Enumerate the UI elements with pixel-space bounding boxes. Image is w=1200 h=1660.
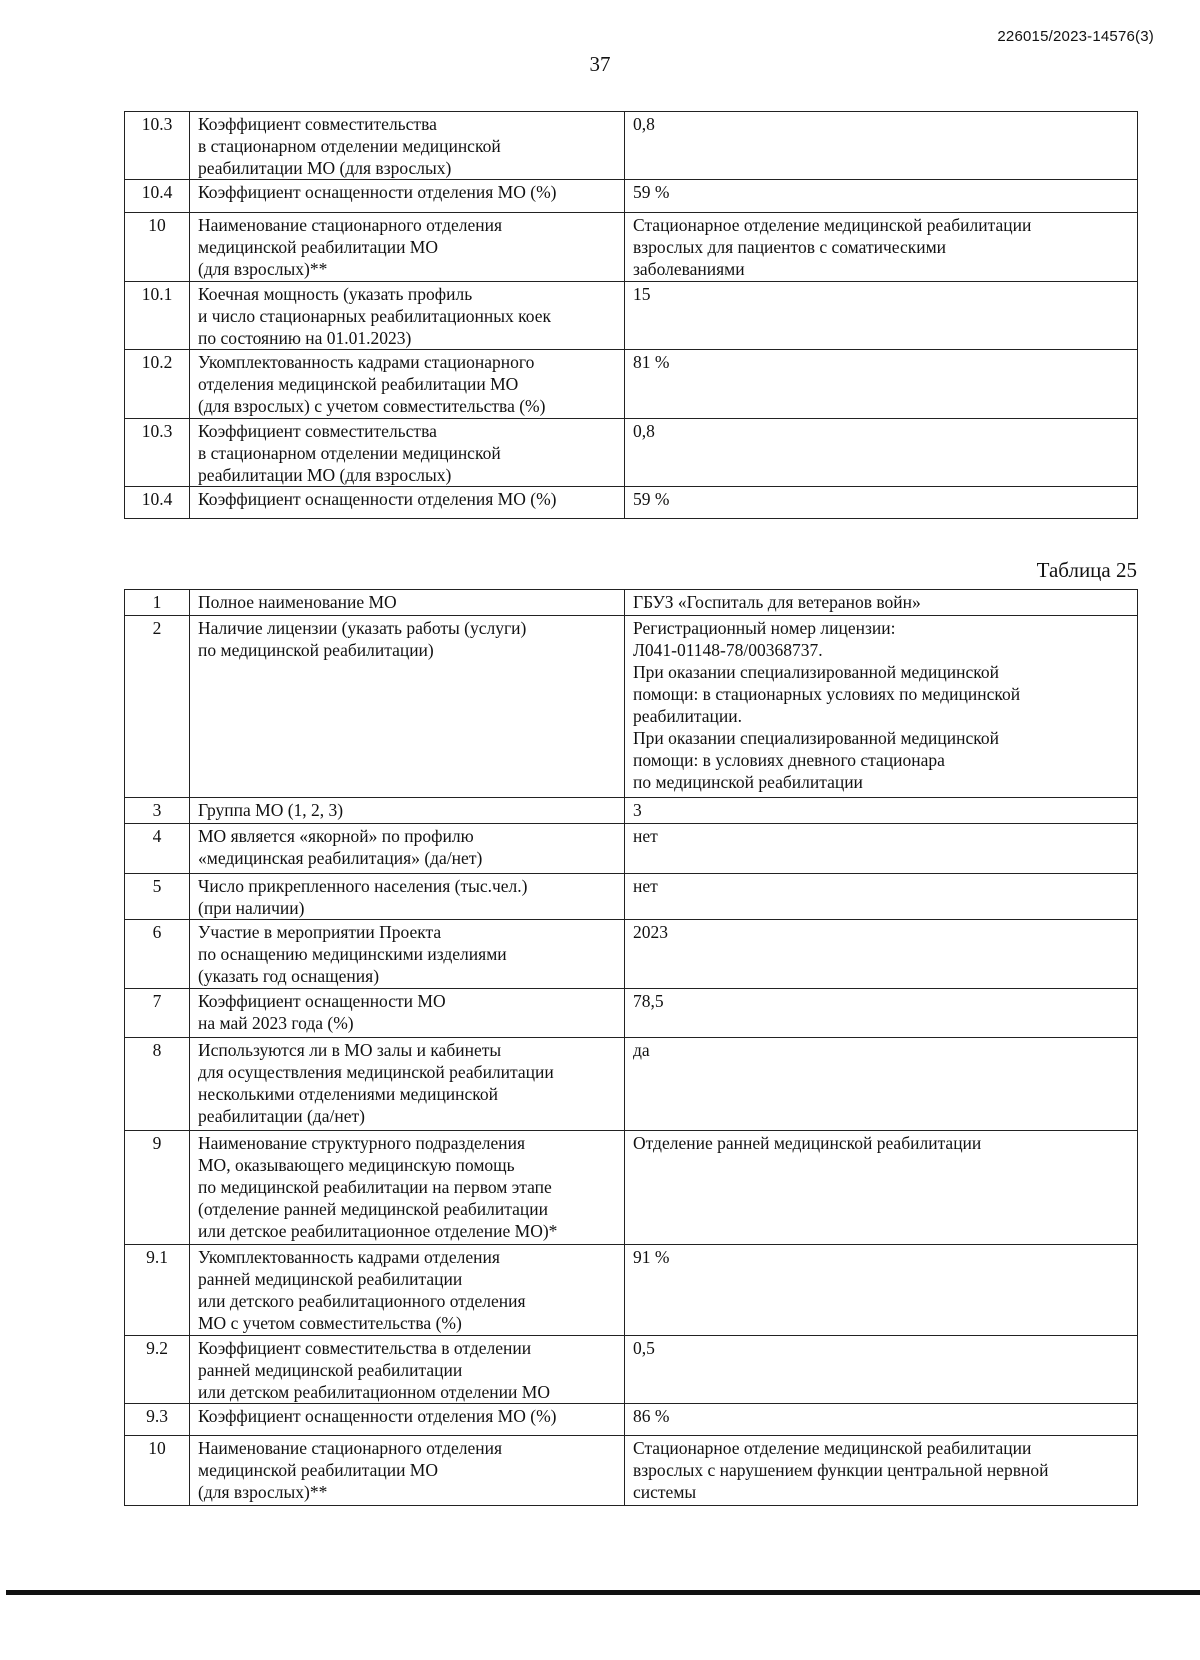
- row-number: 5: [125, 874, 190, 920]
- table-row: [125, 824, 1138, 874]
- table-row: [125, 1336, 1138, 1404]
- row-value: ГБУЗ «Госпиталь для ветеранов войн»: [625, 590, 1138, 616]
- table-row: [125, 798, 1138, 824]
- row-number: 10.4: [125, 487, 190, 519]
- row-value: 3: [625, 798, 1138, 824]
- table-row: [125, 590, 1138, 616]
- row-parameter: Коэффициент совместительства в стационарном отделении медицинской реабилитации МО (для взрослых): [190, 419, 625, 487]
- row-parameter: Участие в мероприятии Проекта по оснащению медицинскими изделиями (указать год оснащения): [190, 920, 625, 989]
- table-row: [125, 920, 1138, 989]
- row-value: 81 %: [625, 350, 1138, 419]
- row-parameter: Укомплектованность кадрами стационарного отделения медицинской реабилитации МО (для взрослых) с учетом совместительства (%): [190, 350, 625, 419]
- row-value: 15: [625, 282, 1138, 350]
- row-number: 6: [125, 920, 190, 989]
- row-parameter: Используются ли в МО залы и кабинеты для осуществления медицинской реабилитации несколькими отделениями медицинской реабилитации (да/нет): [190, 1038, 625, 1131]
- row-parameter: Коэффициент совместительства в стационарном отделении медицинской реабилитации МО (для взрослых): [190, 112, 625, 180]
- row-parameter: Группа МО (1, 2, 3): [190, 798, 625, 824]
- page-number: 37: [589, 52, 611, 76]
- row-parameter: Наименование структурного подразделения МО, оказывающего медицинскую помощь по медицинской реабилитации на первом этапе (отделение ранней медицинской реабилитации или детское реабилитационное отделение МО)*: [190, 1131, 625, 1245]
- scan-edge-line: [6, 1590, 1200, 1595]
- row-number: 10: [125, 1436, 190, 1506]
- table-row: [125, 180, 1138, 213]
- row-number: 10.4: [125, 180, 190, 213]
- row-value: нет: [625, 874, 1138, 920]
- row-number: 10.1: [125, 282, 190, 350]
- row-number: 1: [125, 590, 190, 616]
- table-row: [125, 616, 1138, 798]
- row-parameter: Укомплектованность кадрами отделения ранней медицинской реабилитации или детского реабилитационного отделения МО с учетом совместительства (%): [190, 1245, 625, 1336]
- table-25: [124, 589, 1138, 1506]
- table-row: [125, 989, 1138, 1038]
- row-number: 2: [125, 616, 190, 798]
- row-parameter: Коэффициент оснащенности МО на май 2023 года (%): [190, 989, 625, 1038]
- row-parameter: Полное наименование МО: [190, 590, 625, 616]
- row-number: 9.3: [125, 1404, 190, 1436]
- row-parameter: МО является «якорной» по профилю «медицинская реабилитация» (да/нет): [190, 824, 625, 874]
- table-row: [125, 874, 1138, 920]
- row-parameter: Коечная мощность (указать профиль и число стационарных реабилитационных коек по состоянию на 01.01.2023): [190, 282, 625, 350]
- table-row: [125, 213, 1138, 282]
- table-row: [125, 282, 1138, 350]
- table-row: [125, 1131, 1138, 1245]
- row-value: 91 %: [625, 1245, 1138, 1336]
- row-number: 7: [125, 989, 190, 1038]
- row-value: 0,8: [625, 419, 1138, 487]
- row-value: 0,8: [625, 112, 1138, 180]
- row-value: 59 %: [625, 180, 1138, 213]
- row-number: 3: [125, 798, 190, 824]
- table-row: [125, 1038, 1138, 1131]
- row-value: да: [625, 1038, 1138, 1131]
- row-parameter: Коэффициент оснащенности отделения МО (%): [190, 487, 625, 519]
- table-row: [125, 1245, 1138, 1336]
- row-number: 10.3: [125, 419, 190, 487]
- table-caption: Таблица 25: [1036, 558, 1137, 582]
- table-row: [125, 419, 1138, 487]
- row-parameter: Коэффициент оснащенности отделения МО (%): [190, 1404, 625, 1436]
- row-number: 9: [125, 1131, 190, 1245]
- row-value: 86 %: [625, 1404, 1138, 1436]
- row-value: 78,5: [625, 989, 1138, 1038]
- row-number: 9.2: [125, 1336, 190, 1404]
- row-value: 59 %: [625, 487, 1138, 519]
- row-number: 8: [125, 1038, 190, 1131]
- row-parameter: Коэффициент оснащенности отделения МО (%): [190, 180, 625, 213]
- row-parameter: Наименование стационарного отделения медицинской реабилитации МО (для взрослых)**: [190, 1436, 625, 1506]
- row-value: Регистрационный номер лицензии: Л041-01148-78/00368737. При оказании специализированной медицинской помощи: в стационарных условиях по медицинской реабилитации. При оказании специализированной медицинской помощи: в условиях дневного стационара по медицинской реабилитации: [625, 616, 1138, 798]
- row-parameter: Наименование стационарного отделения медицинской реабилитации МО (для взрослых)**: [190, 213, 625, 282]
- row-parameter: Число прикрепленного населения (тыс.чел.) (при наличии): [190, 874, 625, 920]
- row-parameter: Коэффициент совместительства в отделении ранней медицинской реабилитации или детском реабилитационном отделении МО: [190, 1336, 625, 1404]
- continued-table: [124, 111, 1138, 519]
- row-number: 4: [125, 824, 190, 874]
- row-value: Стационарное отделение медицинской реабилитации взрослых с нарушением функции центральной нервной системы: [625, 1436, 1138, 1506]
- document-registration-number: 226015/2023-14576(3): [997, 28, 1154, 45]
- table-row: [125, 1404, 1138, 1436]
- table-row: [125, 350, 1138, 419]
- row-value: Отделение ранней медицинской реабилитации: [625, 1131, 1138, 1245]
- row-parameter: Наличие лицензии (указать работы (услуги) по медицинской реабилитации): [190, 616, 625, 798]
- row-number: 10: [125, 213, 190, 282]
- table-row: [125, 487, 1138, 519]
- row-number: 10.2: [125, 350, 190, 419]
- row-value: Стационарное отделение медицинской реабилитации взрослых для пациентов с соматическими заболеваниями: [625, 213, 1138, 282]
- table-row: [125, 112, 1138, 180]
- table-row: [125, 1436, 1138, 1506]
- row-number: 9.1: [125, 1245, 190, 1336]
- row-value: нет: [625, 824, 1138, 874]
- row-value: 2023: [625, 920, 1138, 989]
- row-number: 10.3: [125, 112, 190, 180]
- row-value: 0,5: [625, 1336, 1138, 1404]
